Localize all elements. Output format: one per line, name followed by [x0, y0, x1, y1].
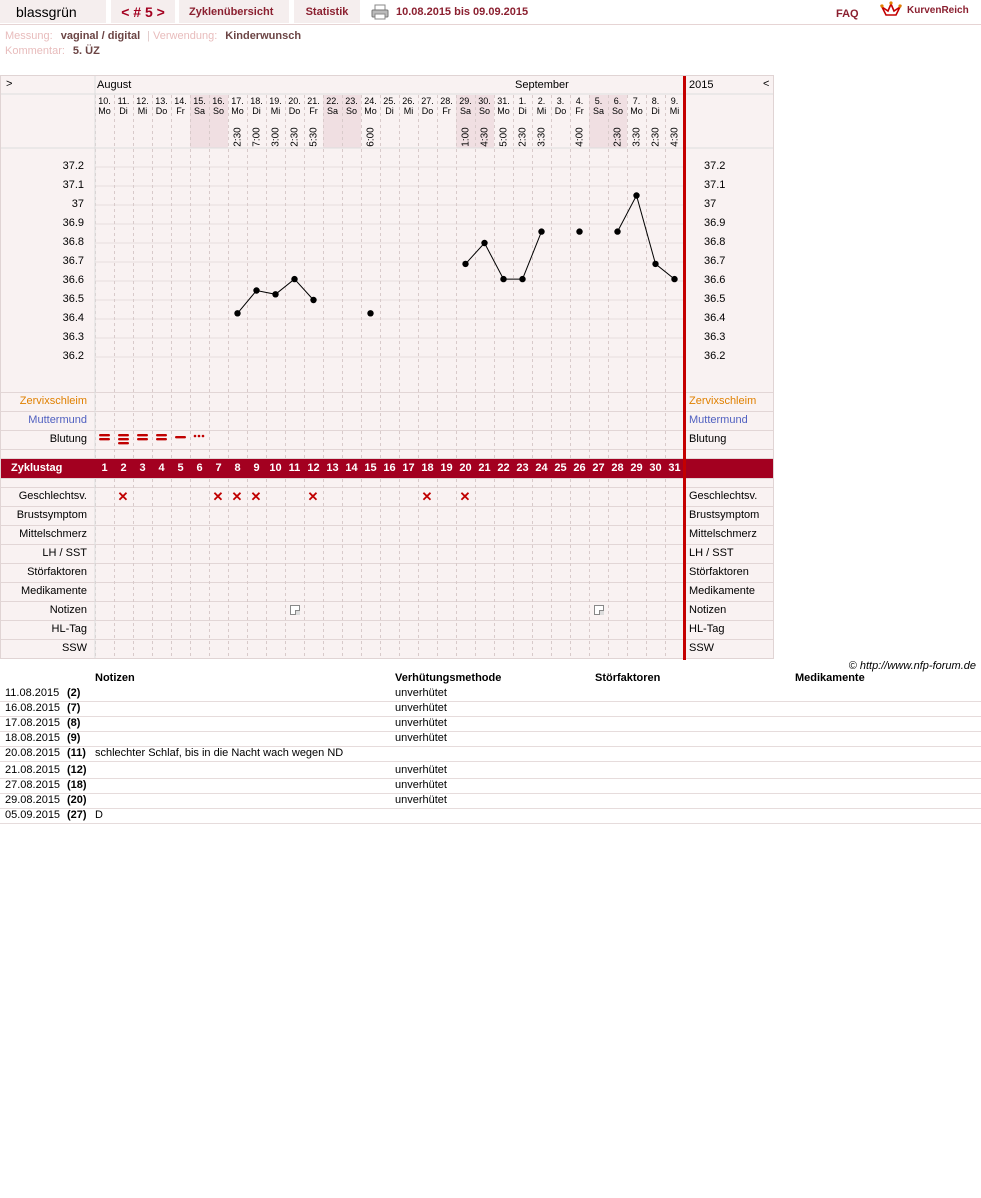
row-label-right: SSW [689, 642, 715, 654]
temp-axis-label: 37 [71, 198, 84, 210]
cycle-day-number: 16 [383, 462, 396, 474]
cycle-day-number: 13 [326, 462, 339, 474]
day-weekday: Do [554, 106, 567, 116]
measurement-time-text: 3:30 [536, 127, 547, 147]
measurement-time-text: 5:00 [498, 127, 509, 147]
meta-separator: | [147, 30, 151, 42]
day-date: 4. [575, 96, 584, 106]
temp-axis-label: 36.8 [62, 236, 84, 248]
kommentar-value: 5. ÜZ [72, 45, 100, 57]
measurement-time-text: 3:30 [631, 127, 642, 147]
cycle-day-number: 17 [402, 462, 415, 474]
row-label-right: Zervixschleim [689, 395, 757, 407]
notes-table-row [0, 763, 981, 779]
comment-info [5, 45, 104, 57]
day-date: 15. [193, 96, 206, 106]
day-weekday: Do [288, 106, 301, 116]
notes-cell-date: 11.08.2015 [5, 687, 60, 699]
day-date: 29. [459, 96, 472, 106]
cycle-day-number: 4 [158, 462, 165, 474]
day-weekday: Di [119, 106, 128, 116]
header-notizen: Notizen [95, 672, 135, 684]
temp-axis-label: 37.1 [62, 179, 84, 191]
row-label-right: HL-Tag [689, 623, 725, 635]
notes-cell-note: D [95, 809, 103, 821]
notes-cell-date: 27.08.2015 [5, 779, 61, 791]
notes-cell-method: unverhütet [395, 794, 447, 806]
temperature-point[interactable] [576, 228, 582, 234]
day-weekday: Mi [403, 106, 414, 116]
temperature-point[interactable] [652, 261, 658, 267]
notes-cell-method: unverhütet [395, 717, 447, 729]
notes-cell-date: 05.09.2015 [5, 809, 61, 821]
cycle-day-number: 10 [269, 462, 282, 474]
measurement-time-text: 4:30 [479, 127, 490, 147]
note-icon[interactable] [290, 605, 300, 615]
cycle-day-number: 15 [364, 462, 377, 474]
notes-table-row [0, 793, 981, 809]
day-weekday: Mo [231, 106, 244, 116]
day-date: 13. [155, 96, 168, 106]
kommentar-label: Kommentar: [5, 45, 65, 57]
notes-cell-day: (8) [67, 717, 81, 729]
day-date: 24. [364, 96, 377, 106]
cycle-day-number: 6 [196, 462, 203, 474]
day-weekday: Mo [98, 106, 111, 116]
temp-axis-label: 36.6 [62, 274, 84, 286]
temp-axis-label-right: 36.8 [704, 236, 726, 248]
cycle-selector[interactable]: < # 5 > [111, 0, 175, 23]
measurement-time-text: 4:30 [669, 127, 680, 147]
day-date: 6. [613, 96, 622, 106]
day-date: 23. [345, 96, 358, 106]
notes-cell-day: (18) [67, 779, 87, 791]
bleeding-mark[interactable] [95, 431, 114, 447]
copyright: © http://www.nfp-forum.de [848, 660, 976, 672]
day-date: 14. [174, 96, 187, 106]
cycle-day-number: 28 [611, 462, 624, 474]
cycle-day-number: 18 [421, 462, 434, 474]
cycle-day-bar [1, 459, 773, 478]
bleeding-mark[interactable] [190, 431, 209, 447]
cycle-day-number: 1 [101, 462, 108, 474]
row-label: Medikamente [20, 585, 87, 597]
temp-axis-label-right: 36.5 [704, 293, 726, 305]
day-weekday: Sa [459, 106, 471, 116]
month-label-september: September [515, 79, 569, 91]
day-weekday: Mo [497, 106, 510, 116]
previous-cycle-button[interactable]: > [6, 78, 13, 90]
day-date: 2. [537, 96, 546, 106]
notes-cell-day: (9) [67, 732, 81, 744]
cycle-day-number: 3 [139, 462, 146, 474]
faq-link[interactable]: FAQ [836, 8, 859, 20]
row-label: Muttermund [28, 414, 87, 426]
day-date: 1. [518, 96, 527, 106]
temp-axis-label: 36.9 [62, 217, 84, 229]
temp-axis-label: 36.4 [62, 312, 84, 324]
measurement-time-text: 2:30 [517, 127, 528, 147]
cycle-day-number: 31 [668, 462, 681, 474]
temp-axis-label-right: 36.3 [704, 331, 726, 343]
temperature-curve [1, 76, 773, 658]
intercourse-mark[interactable]: ✕ [307, 489, 319, 504]
day-weekday: Di [518, 106, 527, 116]
bleeding-mark[interactable] [133, 431, 152, 447]
cycle-day-number: 14 [345, 462, 358, 474]
temperature-point[interactable] [462, 261, 468, 267]
notes-cell-date: 20.08.2015 [5, 747, 61, 759]
intercourse-mark[interactable]: ✕ [212, 489, 224, 504]
day-weekday: Sa [326, 106, 338, 116]
day-weekday: Do [421, 106, 434, 116]
day-date: 22. [326, 96, 339, 106]
day-weekday: So [345, 106, 357, 116]
day-date: 18. [250, 96, 263, 106]
temp-axis-label-right: 36.6 [704, 274, 726, 286]
notes-table-row [0, 731, 981, 747]
day-date: 16. [212, 96, 225, 106]
temp-axis-label: 36.2 [62, 350, 84, 362]
intercourse-mark[interactable]: ✕ [231, 489, 243, 504]
intercourse-mark[interactable]: ✕ [459, 489, 471, 504]
verwendung-value: Kinderwunsch [225, 30, 302, 42]
bleeding-mark[interactable] [171, 431, 190, 447]
temperature-point[interactable] [253, 287, 259, 293]
day-weekday: Sa [592, 106, 604, 116]
day-weekday: So [478, 106, 490, 116]
day-date: 10. [98, 96, 111, 106]
notes-cell-day: (11) [67, 747, 86, 759]
cycle-day-number: 12 [307, 462, 320, 474]
measurement-time-text: 2:30 [289, 127, 300, 147]
temperature-point[interactable] [481, 240, 487, 246]
day-date: 27. [421, 96, 434, 106]
row-label: Brustsymptom [16, 509, 87, 521]
messung-label: Messung: [5, 30, 53, 42]
notes-table-row [0, 686, 981, 702]
notes-table-row [0, 701, 981, 717]
day-date: 11. [117, 96, 130, 106]
temperature-point[interactable] [234, 310, 240, 316]
notes-cell-date: 17.08.2015 [5, 717, 61, 729]
row-label: SSW [61, 642, 87, 654]
cycle-end-line [683, 76, 686, 660]
day-date: 21. [307, 96, 320, 106]
verwendung-label: Verwendung: [153, 30, 218, 42]
row-label-right: Mittelschmerz [689, 528, 757, 540]
measurement-time-text: 5:30 [308, 127, 319, 147]
day-date: 19. [269, 96, 282, 106]
row-label-right: Geschlechtsv. [689, 490, 758, 502]
day-weekday: Mi [270, 106, 281, 116]
day-weekday: Do [155, 106, 168, 116]
statistics-link[interactable]: Statistik [294, 0, 360, 23]
cycle-day-number: 11 [288, 462, 301, 474]
notes-cell-method: unverhütet [395, 702, 447, 714]
day-date: 31. [497, 96, 510, 106]
temp-axis-label: 36.7 [62, 255, 84, 267]
cycle-day-number: 26 [573, 462, 586, 474]
header-medikamente: Medikamente [795, 672, 865, 684]
intercourse-mark[interactable]: ✕ [117, 489, 129, 504]
cycle-day-number: 22 [497, 462, 510, 474]
bleeding-mark[interactable] [114, 431, 133, 447]
measurement-time-text: 6:00 [365, 127, 376, 147]
temp-axis-label-right: 36.7 [704, 255, 726, 267]
day-weekday: Fr [575, 106, 584, 116]
day-date: 26. [402, 96, 415, 106]
day-date: 28. [440, 96, 453, 106]
notes-table-row [0, 778, 981, 794]
intercourse-mark[interactable]: ✕ [421, 489, 433, 504]
temperature-point[interactable] [500, 276, 506, 282]
notes-table-row [0, 746, 981, 762]
notes-cell-date: 16.08.2015 [5, 702, 61, 714]
measurement-time-text: 2:30 [232, 127, 243, 147]
temperature-point[interactable] [538, 228, 544, 234]
temp-axis-label-right: 36.2 [704, 350, 726, 362]
cycle-day-number: 30 [649, 462, 662, 474]
cycle-day-number: 7 [215, 462, 222, 474]
day-weekday: Di [385, 106, 394, 116]
row-label: Notizen [49, 604, 87, 616]
notes-cell-note: schlechter Schlaf, bis in die Nacht wach wegen ND [95, 747, 344, 759]
row-label-right: LH / SST [689, 547, 734, 559]
day-date: 30. [478, 96, 491, 106]
temperature-point[interactable] [272, 291, 278, 297]
temperature-point[interactable] [614, 228, 620, 234]
row-label: Geschlechtsv. [18, 490, 87, 502]
day-date: 20. [288, 96, 301, 106]
cycle-day-number: 20 [459, 462, 472, 474]
row-label-right: Störfaktoren [689, 566, 749, 578]
cycle-day-number: 27 [592, 462, 605, 474]
month-label-august: August [97, 79, 132, 91]
date-range: 10.08.2015 bis 09.09.2015 [396, 6, 529, 18]
row-label: Mittelschmerz [19, 528, 87, 540]
cycle-chart [0, 75, 774, 659]
cycle-day-label: Zyklustag [11, 462, 63, 474]
brand-logo[interactable]: KurvenReich [907, 5, 969, 16]
notes-cell-day: (12) [67, 764, 87, 776]
notes-cell-method: unverhütet [395, 687, 447, 699]
day-weekday: Di [252, 106, 261, 116]
measurement-time-text: 2:30 [650, 127, 661, 147]
temp-axis-label-right: 36.9 [704, 217, 726, 229]
day-weekday: So [212, 106, 224, 116]
day-weekday: Mi [536, 106, 547, 116]
day-weekday: Mi [669, 106, 680, 116]
day-date: 5. [594, 96, 603, 106]
day-date: 8. [651, 96, 660, 106]
day-weekday: Fr [176, 106, 185, 116]
day-weekday: Fr [309, 106, 318, 116]
day-date: 17. [231, 96, 244, 106]
print-icon[interactable] [371, 4, 389, 20]
day-date: 9. [670, 96, 679, 106]
cycle-day-number: 8 [234, 462, 241, 474]
temp-axis-label-right: 37.1 [704, 179, 726, 191]
day-date: 25. [383, 96, 396, 106]
temp-axis-label-right: 36.4 [704, 312, 726, 324]
row-label: Blutung [49, 433, 87, 445]
cycle-day-number: 9 [253, 462, 260, 474]
cycle-day-number: 19 [440, 462, 453, 474]
temp-axis-label: 37.2 [62, 160, 84, 172]
notes-cell-date: 21.08.2015 [5, 764, 61, 776]
intercourse-mark[interactable]: ✕ [250, 489, 262, 504]
cycle-overview-link[interactable]: Zyklenübersicht [179, 0, 289, 23]
temperature-point[interactable] [291, 276, 297, 282]
messung-value: vaginal / digital [60, 30, 141, 42]
day-weekday: Sa [193, 106, 205, 116]
notes-cell-day: (7) [67, 702, 81, 714]
temp-axis-label-right: 37 [704, 198, 717, 210]
day-weekday: Mo [364, 106, 377, 116]
row-label: Zervixschleim [19, 395, 87, 407]
temperature-point[interactable] [519, 276, 525, 282]
day-weekday: Mi [137, 106, 148, 116]
day-date: 12. [136, 96, 149, 106]
measurement-time-text: 4:00 [574, 127, 585, 147]
top-bar [0, 0, 981, 25]
measurement-time-text: 7:00 [251, 127, 262, 147]
cycle-day-number: 29 [630, 462, 643, 474]
day-weekday: So [611, 106, 623, 116]
notes-cell-date: 29.08.2015 [5, 794, 61, 806]
notes-cell-method: unverhütet [395, 764, 447, 776]
temp-axis-label-right: 37.2 [704, 160, 726, 172]
temperature-point[interactable] [367, 310, 373, 316]
bleeding-mark[interactable] [152, 431, 171, 447]
notes-cell-day: (20) [67, 794, 87, 806]
row-label-right: Notizen [689, 604, 727, 616]
cycle-day-number: 2 [120, 462, 127, 474]
row-label: LH / SST [42, 547, 87, 559]
measurement-time-text: 1:00 [460, 127, 471, 147]
year-label: 2015 [689, 79, 714, 91]
temp-axis-label: 36.5 [62, 293, 84, 305]
note-icon[interactable] [594, 605, 604, 615]
day-weekday: Di [651, 106, 660, 116]
notes-cell-date: 18.08.2015 [5, 732, 61, 744]
crown-icon [880, 1, 902, 19]
header-verhuetung: Verhütungsmethode [395, 672, 502, 684]
cycle-day-number: 24 [535, 462, 548, 474]
temperature-line [618, 196, 675, 280]
temp-axis-label: 36.3 [62, 331, 84, 343]
measurement-time-text: 2:30 [612, 127, 623, 147]
measurement-time-text: 3:00 [270, 127, 281, 147]
measurement-info [5, 30, 305, 42]
next-cycle-button[interactable]: < [763, 78, 770, 90]
temperature-line [466, 232, 542, 280]
row-label: HL-Tag [51, 623, 87, 635]
row-label: Störfaktoren [27, 566, 87, 578]
day-weekday: Mo [630, 106, 643, 116]
day-date: 7. [632, 96, 641, 106]
notes-cell-method: unverhütet [395, 779, 447, 791]
temperature-point[interactable] [310, 297, 316, 303]
cycle-day-number: 21 [478, 462, 491, 474]
notes-table-row [0, 808, 981, 824]
user-name: blassgrün [0, 0, 106, 23]
header-stoerfaktoren: Störfaktoren [595, 672, 661, 684]
row-label-right: Blutung [689, 433, 727, 445]
notes-table-row [0, 716, 981, 732]
row-label-right: Muttermund [689, 414, 748, 426]
temperature-point[interactable] [633, 192, 639, 198]
day-date: 3. [556, 96, 565, 106]
cycle-day-number: 5 [177, 462, 184, 474]
notes-cell-day: (2) [67, 687, 81, 699]
row-label-right: Brustsymptom [689, 509, 760, 521]
row-label-right: Medikamente [689, 585, 756, 597]
temperature-point[interactable] [671, 276, 677, 282]
day-weekday: Fr [442, 106, 451, 116]
cycle-day-number: 25 [554, 462, 567, 474]
notes-cell-day: (27) [67, 809, 87, 821]
cycle-day-number: 23 [516, 462, 529, 474]
notes-cell-method: unverhütet [395, 732, 447, 744]
